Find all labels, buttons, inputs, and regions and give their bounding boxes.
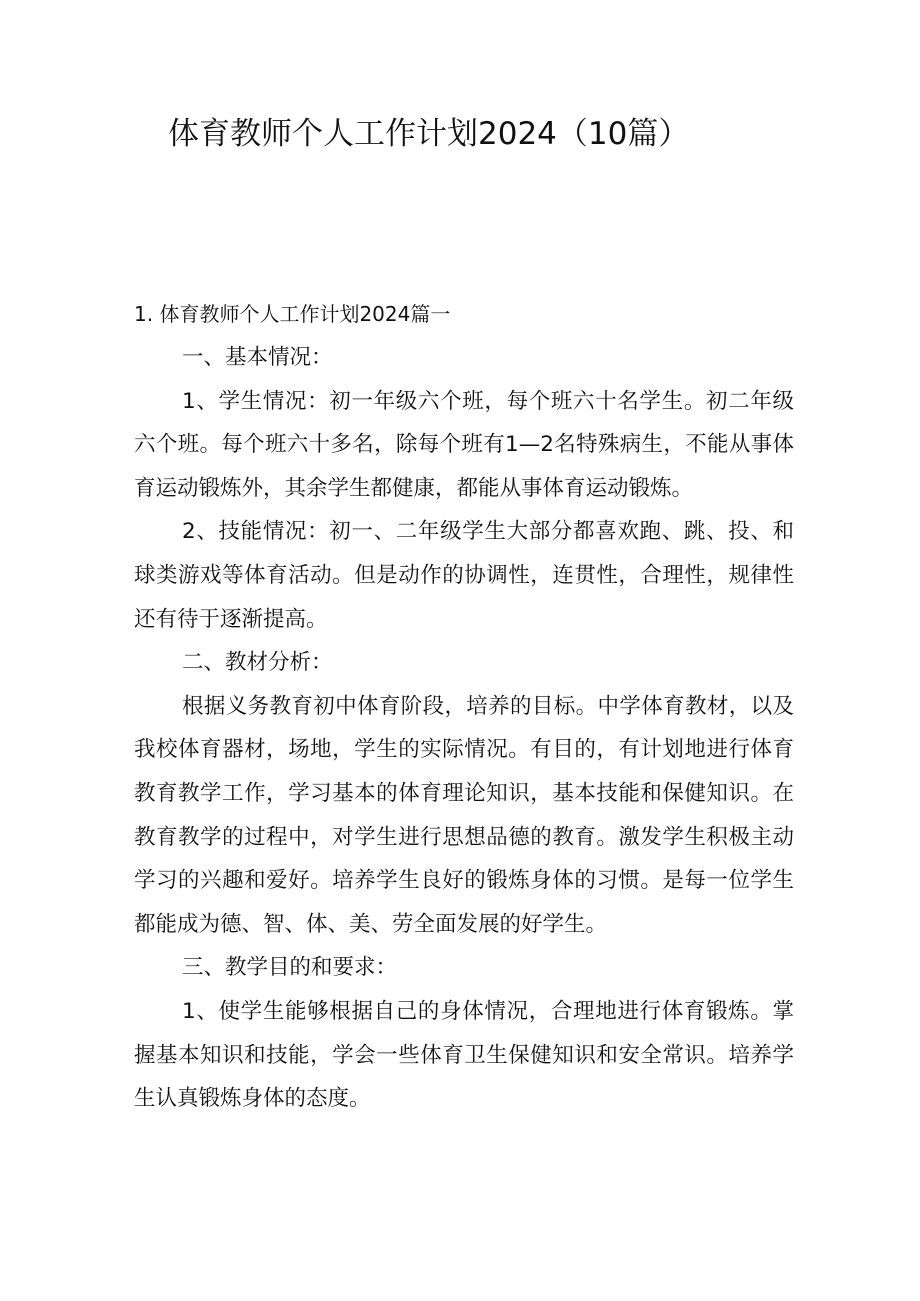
paragraph-teaching-goals: 1、使学生能够根据自己的身体情况，合理地进行体育锻炼。掌握基本知识和技能，学会一些体育卫生保健知识和安全常识。培养学生认真锻炼身体的态度。 xyxy=(134,998,794,1112)
document-title: 体育教师个人工作计划2024（10篇） xyxy=(168,116,690,152)
paragraph-teaching-goals-heading: 三、教学目的和要求： xyxy=(182,955,398,981)
section-heading: 1. 体育教师个人工作计划2024篇一 xyxy=(134,302,451,326)
paragraph-basic-situation-heading: 一、基本情况： xyxy=(182,345,333,370)
paragraph-textbook-analysis-heading: 二、教材分析： xyxy=(182,650,333,676)
document-body xyxy=(134,336,794,1121)
paragraph-skill-situation: 2、技能情况：初一、二年级学生大部分都喜欢跑、跳、投、和球类游戏等体育活动。但是动作的协调性，连贯性，合理性，规律性还有待于逐渐提高。 xyxy=(134,519,794,632)
paragraph-student-situation: 1、学生情况：初一年级六个班，每个班六十名学生。初二年级六个班。每个班六十多名，除每个班有1—2名特殊病生，不能从事体育运动锻炼外，其余学生都健康，都能从事体育运动锻炼。 xyxy=(134,388,794,501)
paragraph-textbook-analysis: 根据义务教育初中体育阶段，培养的目标。中学体育教材，以及我校体育器材，场地，学生的实际情况。有目的，有计划地进行体育教育教学工作，学习基本的体育理论知识，基本技能和保健知识。在教育教学的过程中，对学生进行思想品德的教育。激发学生积极主动学习的兴趣和爱好。培养学生良好的锻炼身体的习惯。是每一位学生都能成为德、智、体、美、劳全面发展的好学生。 xyxy=(134,693,794,937)
